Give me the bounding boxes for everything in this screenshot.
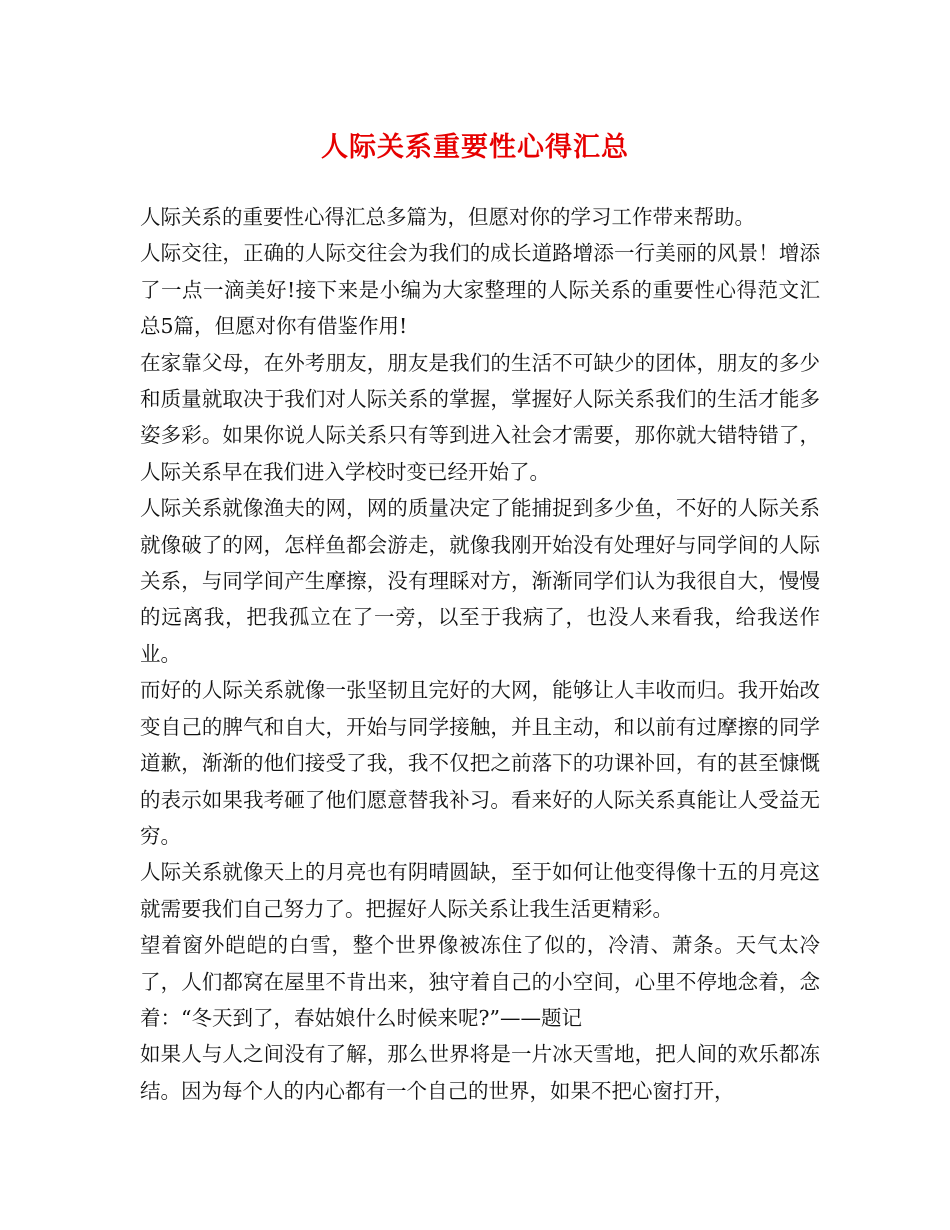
- paragraph-5: 而好的人际关系就像一张坚韧且完好的大网，能够让人丰收而归。我开始改变自己的脾气和自大，开始与同学接触，并且主动，和以前有过摩擦的同学道歉，渐渐的他们接受了我，我不仅把之前落下的功课补回，有的甚至慷慨的表示如果我考砸了他们愿意替我补习。看来好的人际关系真能让人受益无穷。: [140, 678, 820, 848]
- paragraph-1: 人际关系的重要性心得汇总多篇为，但愿对你的学习工作带来帮助。: [140, 205, 755, 229]
- paragraph-3: 在家靠父母，在外考朋友，朋友是我们的生活不可缺少的团体，朋友的多少和质量就取决于我们对人际关系的掌握，掌握好人际关系我们的生活才能多姿多彩。如果你说人际关系只有等到进入社会才需要，那你就大错特错了，人际关系早在我们进入学校时变已经开始了。: [140, 350, 820, 484]
- document-body: [140, 199, 820, 1109]
- paragraph-8: 如果人与人之间没有了解，那么世界将是一片冰天雪地，把人间的欢乐都冻结。因为每个人的内心都有一个自己的世界，如果不把心窗打开，: [140, 1042, 820, 1103]
- paragraph-2: 人际交往，正确的人际交往会为我们的成长道路增添一行美丽的风景！增添了一点一滴美好!接下来是小编为大家整理的人际关系的重要性心得范文汇总5篇，但愿对你有借鉴作用!: [140, 241, 820, 339]
- paragraph-7: 望着窗外皑皑的白雪，整个世界像被冻住了似的，冷清、萧条。天气太冷了，人们都窝在屋里不肯出来，独守着自己的小空间，心里不停地念着，念着：“冬天到了，春姑娘什么时候来呢?”——题记: [140, 933, 820, 1030]
- paragraph-6: 人际关系就像天上的月亮也有阴晴圆缺，至于如何让他变得像十五的月亮这就需要我们自己努力了。把握好人际关系让我生活更精彩。: [140, 860, 820, 921]
- paragraph-4: 人际关系就像渔夫的网，网的质量决定了能捕捉到多少鱼，不好的人际关系就像破了的网，怎样鱼都会游走，就像我刚开始没有处理好与同学间的人际关系，与同学间产生摩擦，没有理睬对方，渐渐同学们认为我很自大，慢慢的远离我，把我孤立在了一旁，以至于我病了，也没人来看我，给我送作业。: [140, 496, 820, 666]
- document-title: 人际关系重要性心得汇总: [321, 132, 629, 163]
